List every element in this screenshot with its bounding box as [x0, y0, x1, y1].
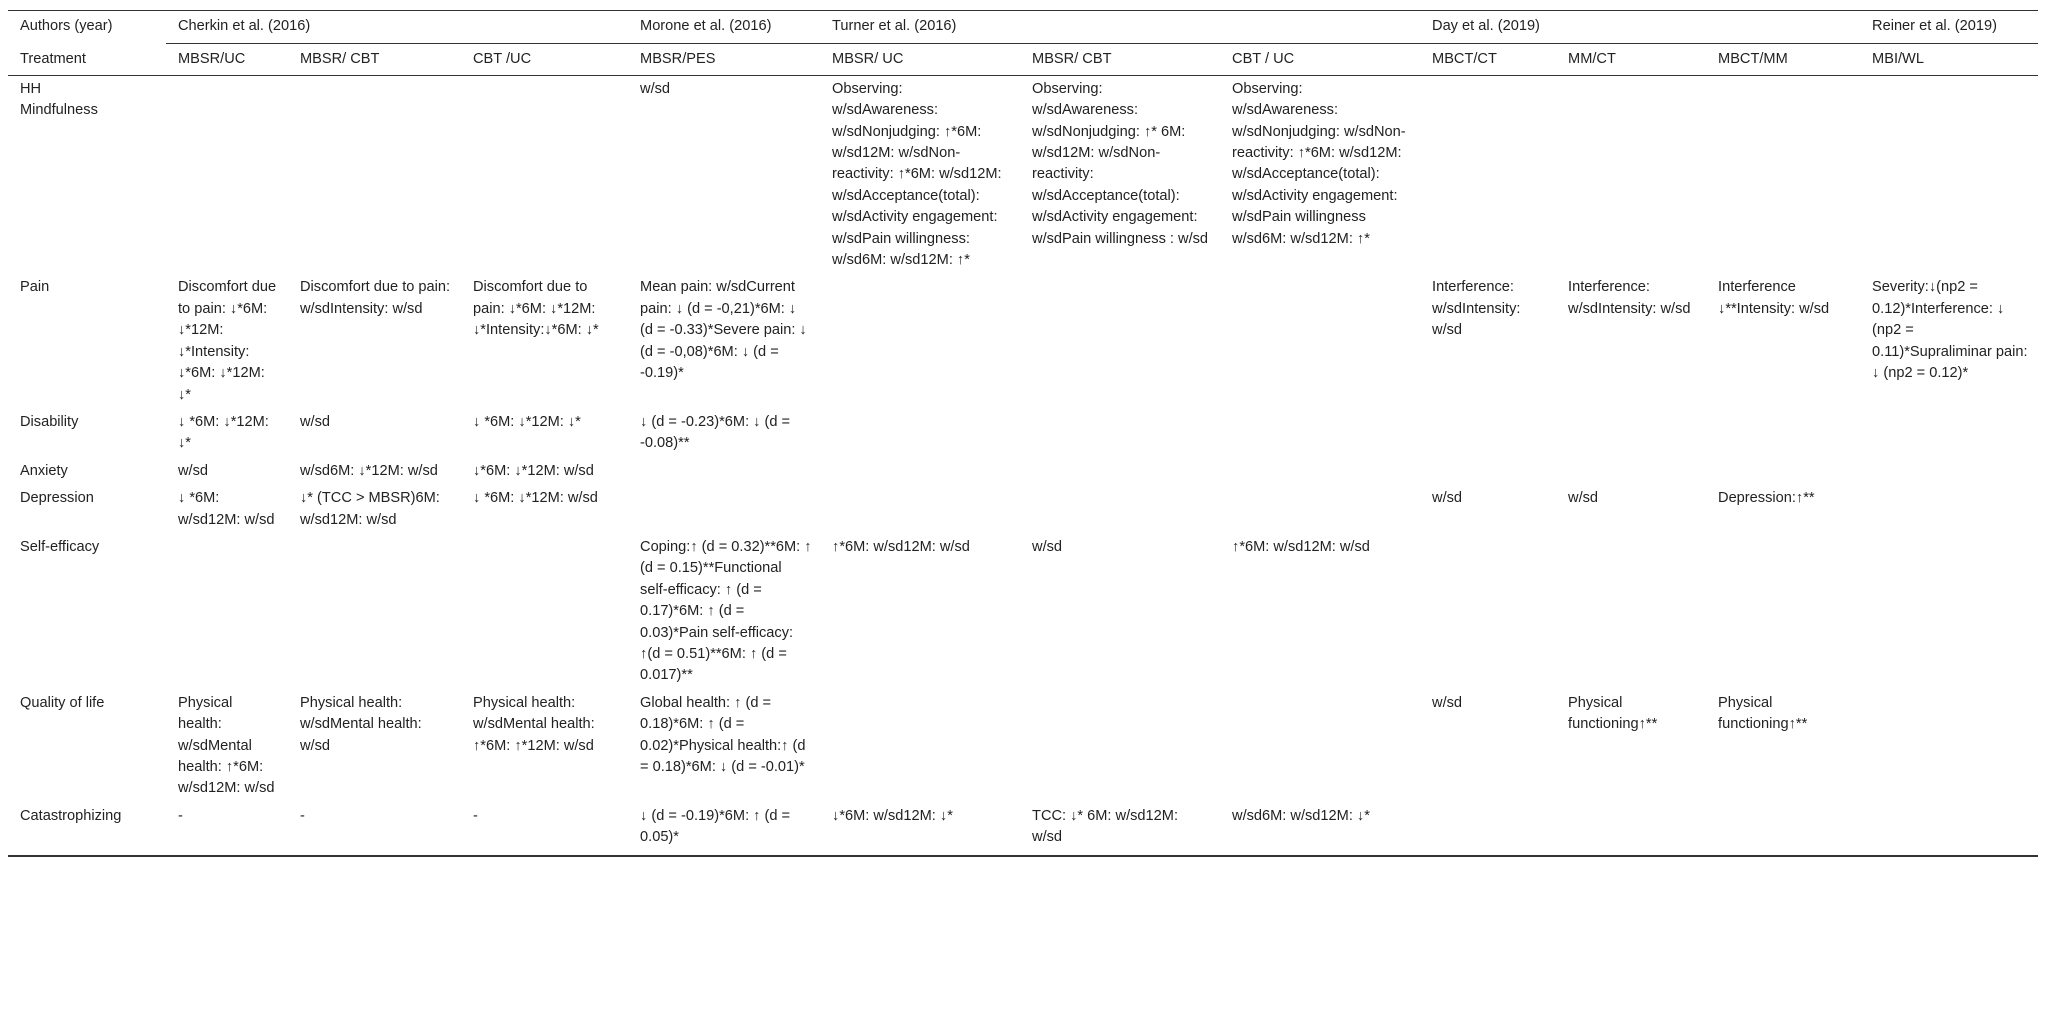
table-cell: Depression:↑** — [1718, 490, 1815, 507]
row-label: Pain — [20, 279, 50, 296]
row-label: Disability — [20, 413, 79, 430]
table-cell — [288, 75, 461, 274]
treatment-cell: MM/CT — [1556, 44, 1706, 75]
table-cell — [1860, 803, 2038, 856]
table-cell — [1420, 803, 1556, 856]
table-cell — [166, 75, 288, 274]
table-row — [8, 458, 2038, 485]
table-cell — [288, 534, 461, 690]
table-row — [8, 485, 2038, 534]
table-cell — [1860, 75, 2038, 274]
table-cell: Interference ↓**Intensity: w/sd — [1718, 279, 1830, 317]
treatment-label: Treatment — [8, 44, 166, 75]
table-cell: w/sd6M: ↓*12M: w/sd — [300, 462, 438, 479]
group-morone: Morone et al. (2016) — [628, 11, 820, 44]
row-label: Self-efficacy — [20, 538, 100, 555]
table-cell — [1556, 409, 1706, 458]
table-cell — [1706, 458, 1860, 485]
table-cell — [1860, 534, 2038, 690]
table-cell: Physical functioning↑** — [1568, 694, 1658, 733]
table-cell: Observing: w/sdAwareness: w/sdNonjudging: w/sdNon-reactivity: ↑*6M: w/sd12M: w/sdAcceptance(total): w/sdActivity engagement: w/sdPain willingness w/sd6M: w/sd12M: ↑* — [1232, 80, 1406, 247]
table-cell — [1020, 458, 1220, 485]
group-reiner: Reiner et al. (2019) — [1860, 11, 2038, 44]
table-cell — [1556, 803, 1706, 856]
table-cell: Physical health: w/sdMental health: ↑*6M: ↑*12M: w/sd — [473, 694, 595, 754]
table-cell: ↓ *6M: w/sd12M: w/sd — [178, 490, 275, 528]
table-cell: ↑*6M: w/sd12M: w/sd — [832, 538, 970, 555]
table-cell: Physical health: w/sdMental health: ↑*6M: w/sd12M: w/sd — [178, 694, 275, 797]
table-cell — [1220, 690, 1420, 803]
table-cell: Discomfort due to pain: ↓*6M: ↓*12M: ↓*Intensity: ↓*6M: ↓*12M: ↓* — [178, 279, 277, 403]
table-row — [8, 534, 2038, 690]
table-cell — [1860, 690, 2038, 803]
table-row — [8, 803, 2038, 856]
group-turner: Turner et al. (2016) — [820, 11, 1420, 44]
table-cell — [1556, 75, 1706, 274]
results-table — [8, 10, 2038, 857]
table-cell — [1706, 75, 1860, 274]
table-cell — [1020, 409, 1220, 458]
table-cell — [1556, 534, 1706, 690]
treatment-cell: MBSR/PES — [628, 44, 820, 75]
row-label: Quality of life — [20, 694, 105, 711]
table-cell: - — [166, 803, 288, 856]
table-cell: Global health: ↑ (d = 0.18)*6M: ↑ (d = 0.02)*Physical health:↑ (d = 0.18)*6M: ↓ (d = -0.01)* — [640, 694, 806, 775]
treatment-cell: MBSR/ UC — [820, 44, 1020, 75]
table-cell: ↓ *6M: ↓*12M: ↓* — [473, 413, 581, 430]
table-cell — [820, 274, 1020, 408]
table-cell: w/sd — [1032, 538, 1063, 555]
table-cell — [1860, 485, 2038, 534]
table-cell: ↓ (d = -0.23)*6M: ↓ (d = -0.08)** — [640, 413, 791, 452]
treatment-cell: MBSR/ CBT — [288, 44, 461, 75]
table-cell: w/sd — [640, 80, 671, 97]
treatment-cell: MBCT/CT — [1420, 44, 1556, 75]
table-cell: w/sd — [300, 413, 331, 430]
treatment-cell: MBSR/UC — [166, 44, 288, 75]
table-cell: ↑*6M: w/sd12M: w/sd — [1232, 538, 1370, 555]
table-cell — [1556, 458, 1706, 485]
table-cell: Physical health: w/sdMental health: w/sd — [300, 694, 422, 754]
table-cell: ↓*6M: w/sd12M: ↓* — [820, 803, 1020, 856]
row-label: Depression — [20, 490, 94, 507]
treatment-cell: MBI/WL — [1860, 44, 2038, 75]
table-cell: Observing: w/sdAwareness: w/sdNonjudging: ↑* 6M: w/sd12M: w/sdNon-reactivity: w/sdAcceptance(total): w/sdActivity engagement: w/sdPain willingness : w/sd — [1032, 80, 1209, 247]
table-cell: w/sd — [1432, 490, 1463, 507]
authors-label: Authors (year) — [8, 11, 166, 44]
table-cell: ↓ *6M: ↓*12M: w/sd — [473, 490, 598, 507]
table-cell: TCC: ↓* 6M: w/sd12M: w/sd — [1020, 803, 1220, 856]
table-cell: ↓ (d = -0.19)*6M: ↑ (d = 0.05)* — [628, 803, 820, 856]
table-cell: ↓* (TCC > MBSR)6M: w/sd12M: w/sd — [300, 490, 440, 528]
table-cell: w/sd — [178, 462, 209, 479]
table-cell — [1860, 409, 2038, 458]
table-cell — [1706, 803, 1860, 856]
table-cell: Coping:↑ (d = 0.32)**6M: ↑ (d = 0.15)**Functional self-efficacy: ↑ (d = 0.17)*6M: ↑ (d = 0.03)*Pain self-efficacy: ↑(d = 0.51)**6M: ↑ (d = 0.017)** — [640, 538, 812, 684]
table-cell: - — [288, 803, 461, 856]
table-row — [8, 409, 2038, 458]
authors-header-row — [8, 11, 2038, 44]
table-cell: Discomfort due to pain: ↓*6M: ↓*12M: ↓*Intensity:↓*6M: ↓* — [473, 279, 599, 339]
table-cell — [628, 458, 820, 485]
table-cell — [820, 409, 1020, 458]
table-cell — [1420, 75, 1556, 274]
table-cell — [820, 690, 1020, 803]
treatment-cell: CBT / UC — [1220, 44, 1420, 75]
table-cell: ↓*6M: ↓*12M: w/sd — [473, 462, 594, 479]
group-cherkin: Cherkin et al. (2016) — [166, 11, 628, 44]
table-cell — [1420, 534, 1556, 690]
table-cell — [461, 75, 628, 274]
row-label: HH Mindfulness — [20, 80, 98, 119]
table-row — [8, 274, 2038, 408]
treatment-cell: CBT /UC — [461, 44, 628, 75]
table-cell: - — [461, 803, 628, 856]
table-cell — [1220, 409, 1420, 458]
table-cell — [1706, 534, 1860, 690]
table-cell: ↓ *6M: ↓*12M: ↓* — [178, 413, 269, 452]
table-cell — [166, 534, 288, 690]
table-cell — [820, 458, 1020, 485]
table-cell: w/sd — [1432, 694, 1463, 711]
treatment-cell: MBCT/MM — [1706, 44, 1860, 75]
row-label: Anxiety — [20, 462, 68, 479]
table-cell: Severity:↓(np2 = 0.12)*Interference: ↓ (np2 = 0.11)*Supraliminar pain: ↓ (np2 = 0.12)* — [1872, 279, 2028, 382]
results-table-container — [8, 10, 2038, 857]
table-cell: w/sd6M: w/sd12M: ↓* — [1220, 803, 1420, 856]
table-cell — [1220, 485, 1420, 534]
table-cell — [820, 485, 1020, 534]
table-cell — [1020, 485, 1220, 534]
group-day: Day et al. (2019) — [1420, 11, 1860, 44]
table-cell: Observing: w/sdAwareness: w/sdNonjudging: ↑*6M: w/sd12M: w/sdNon-reactivity: ↑*6M: w/sd12M: w/sdAcceptance(total): w/sdActivity engagement: w/sdPain willingness: w/sd6M: w/sd12M: ↑* — [832, 80, 1002, 269]
treatment-header-row — [8, 44, 2038, 75]
treatment-cell: MBSR/ CBT — [1020, 44, 1220, 75]
table-cell — [1706, 409, 1860, 458]
table-cell — [1020, 274, 1220, 408]
row-label: Catastrophizing — [8, 803, 166, 856]
table-cell — [1220, 274, 1420, 408]
table-cell: Interference: w/sdIntensity: w/sd — [1568, 279, 1691, 317]
table-row — [8, 75, 2038, 274]
table-row — [8, 690, 2038, 803]
table-cell — [1220, 458, 1420, 485]
table-cell: Mean pain: w/sdCurrent pain: ↓ (d = -0,21)*6M: ↓ (d = -0.33)*Severe pain: ↓ (d = -0,08)*6M: ↓ (d = -0.19)* — [640, 279, 807, 382]
table-cell: Physical functioning↑** — [1718, 694, 1808, 733]
table-cell: Discomfort due to pain: w/sdIntensity: w/sd — [300, 279, 451, 317]
table-cell — [461, 534, 628, 690]
table-cell — [1020, 690, 1220, 803]
table-cell — [1860, 458, 2038, 485]
table-cell — [628, 485, 820, 534]
table-cell: Interference: w/sdIntensity: w/sd — [1432, 279, 1521, 339]
table-cell: w/sd — [1568, 490, 1599, 507]
table-cell — [1420, 409, 1556, 458]
table-cell — [1420, 458, 1556, 485]
